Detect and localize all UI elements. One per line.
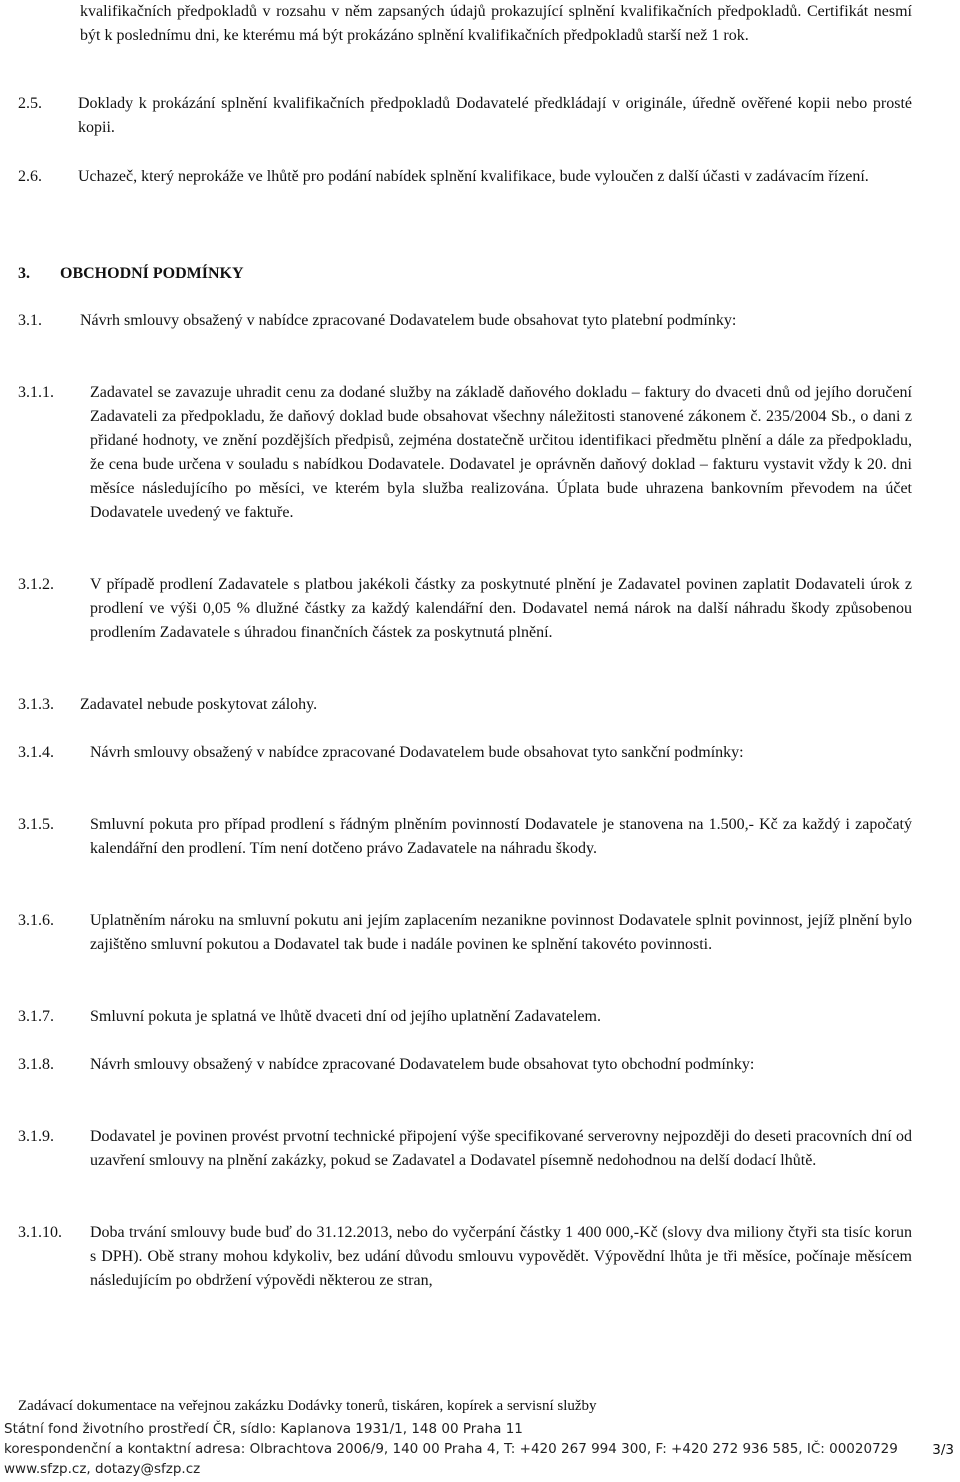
clause-3-1-8 — [18, 1053, 912, 1077]
clause-number: 2.6. — [18, 168, 42, 185]
clause-number: 3.1.1. — [18, 384, 54, 401]
clause-text: Doklady k prokázání splnění kvalifikačních předpokladů Dodavatelé předkládají v originále, úředně ověřené kopii nebo prosté kopii. — [78, 95, 912, 136]
clause-text: Návrh smlouvy obsažený v nabídce zpracované Dodavatelem bude obsahovat tyto platební podmínky: — [80, 312, 737, 329]
clause-3-1-5 — [18, 813, 912, 861]
paragraph-text: kvalifikačních předpokladů v rozsahu v něm zapsaných údajů prokazující splnění kvalifikačních předpokladů. Certifikát nesmí být k poslednímu dni, ke kterému má být prokázáno splnění kvalifikačních předpokladů starší než 1 rok. — [80, 3, 912, 44]
clause-number: 3.1.2. — [18, 576, 54, 593]
clause-number: 3.1.6. — [18, 912, 54, 929]
clause-text: Zadavatel se zavazuje uhradit cenu za dodané služby na základě daňového dokladu – faktury do dvaceti dnů od jejího doručení Zadavateli za předpokladu, že daňový doklad bude obsahovat všechny náležitosti stanovené zákonem č. 235/2004 Sb., o dani z přidané hodnoty, ve znění pozdějších předpisů, zejména dostatečně určitou identifikaci předmětu plnění a dále za předpokladu, že cena bude určena v souladu s nabídkou Dodavatele. Dodavatel je oprávněn daňový doklad – fakturu vystavit vždy k 20. dni měsíce následujícího po měsíci, ve kterém byla služba realizována. Úplata bude uhrazena bankovním převodem na účet Dodavatele uvedený ve faktuře. — [90, 384, 912, 521]
clause-2-5 — [18, 92, 912, 140]
footer-document-title: Zadávací dokumentace na veřejnou zakázku Dodávky tonerů, tiskáren, kopírek a servisní služby — [18, 1398, 597, 1414]
footer-contact-line: korespondenční a kontaktní adresa: Olbrachtova 2006/9, 140 00 Praha 4, T: +420 267 994 300, F: +420 272 936 585, IČ: 00020729 — [4, 1441, 898, 1457]
clause-3-1-6 — [18, 909, 912, 957]
clause-text: Smluvní pokuta je splatná ve lhůtě dvaceti dní od jejího uplatnění Zadavatelem. — [90, 1008, 601, 1025]
clause-text: V případě prodlení Zadavatele s platbou jakékoli částky za poskytnuté plnění je Zadavatel povinen zaplatit Dodavateli úrok z prodlení ve výši 0,05 % dlužné částky za každý kalendářní den. Dodavatel nemá nárok na další náhradu škody způsobenou prodlením Zadavatele s úhradou finančních částek za poskytnutá plnění. — [90, 576, 912, 641]
clause-text: Dodavatel je povinen provést prvotní technické připojení výše specifikované serverovny nejpozději do deseti pracovních dní od uzavření smlouvy na plnění zakázky, pokud se Zadavatel a Dodavatel písemně nedohodnou na delší dodací lhůtě. — [90, 1128, 912, 1169]
clause-number: 3.1.3. — [18, 696, 54, 713]
section-title: OBCHODNÍ PODMÍNKY — [60, 265, 244, 282]
section-heading — [18, 262, 244, 286]
continuation-paragraph — [18, 0, 912, 48]
clause-number: 2.5. — [18, 95, 42, 112]
clause-2-6 — [18, 165, 912, 189]
clause-text: Doba trvání smlouvy bude buď do 31.12.2013, nebo do vyčerpání částky 1 400 000,-Kč (slovy dva miliony čtyři sta tisíc korun s DPH). Obě strany mohou kdykoliv, bez udání důvodu smlouvu vypovědět. Výpovědní lhůta je tři měsíce, počínaje měsícem následujícím po obdržení výpovědi některou ze stran, — [90, 1224, 912, 1289]
page-number: 3/3 — [932, 1442, 954, 1458]
clause-number: 3.1.5. — [18, 816, 54, 833]
footer-web-line: www.sfzp.cz, dotazy@sfzp.cz — [4, 1461, 201, 1477]
clause-text: Smluvní pokuta pro případ prodlení s řádným plněním povinností Dodavatele je stanovena na 1.500,- Kč za každý i započatý kalendářní den prodlení. Tím není dotčeno právo Zadavatele na náhradu škody. — [90, 816, 912, 857]
clause-number: 3.1.9. — [18, 1128, 54, 1145]
clause-text: Návrh smlouvy obsažený v nabídce zpracované Dodavatelem bude obsahovat tyto obchodní podmínky: — [90, 1056, 755, 1073]
clause-3-1-1 — [18, 381, 912, 525]
clause-text: Uplatněním nároku na smluvní pokutu ani jejím zaplacením nezanikne povinnost Dodavatele splnit povinnost, jejíž plnění bylo zajištěno smluvní pokutou a Dodavatel tak bude i nadále povinen ke splnění takovéto povinnosti. — [90, 912, 912, 953]
clause-number: 3.1.4. — [18, 744, 54, 761]
section-number: 3. — [18, 265, 30, 282]
clause-number: 3.1.8. — [18, 1056, 54, 1073]
clause-number: 3.1.7. — [18, 1008, 54, 1025]
clause-text: Zadavatel nebude poskytovat zálohy. — [80, 696, 318, 713]
clause-3-1 — [18, 309, 912, 333]
clause-3-1-4 — [18, 741, 912, 765]
clause-text: Uchazeč, který neprokáže ve lhůtě pro podání nabídek splnění kvalifikace, bude vyloučen z další účasti v zadávacím řízení. — [78, 168, 869, 185]
clause-3-1-3 — [18, 693, 912, 717]
clause-number: 3.1. — [18, 312, 42, 329]
clause-3-1-2 — [18, 573, 912, 645]
footer-address-line: Státní fond životního prostředí ČR, sídlo: Kaplanova 1931/1, 148 00 Praha 11 — [4, 1421, 523, 1437]
clause-3-1-9 — [18, 1125, 912, 1173]
clause-3-1-7 — [18, 1005, 912, 1029]
clause-text: Návrh smlouvy obsažený v nabídce zpracované Dodavatelem bude obsahovat tyto sankční podmínky: — [90, 744, 744, 761]
clause-number: 3.1.10. — [18, 1224, 62, 1241]
clause-3-1-10 — [18, 1221, 912, 1293]
